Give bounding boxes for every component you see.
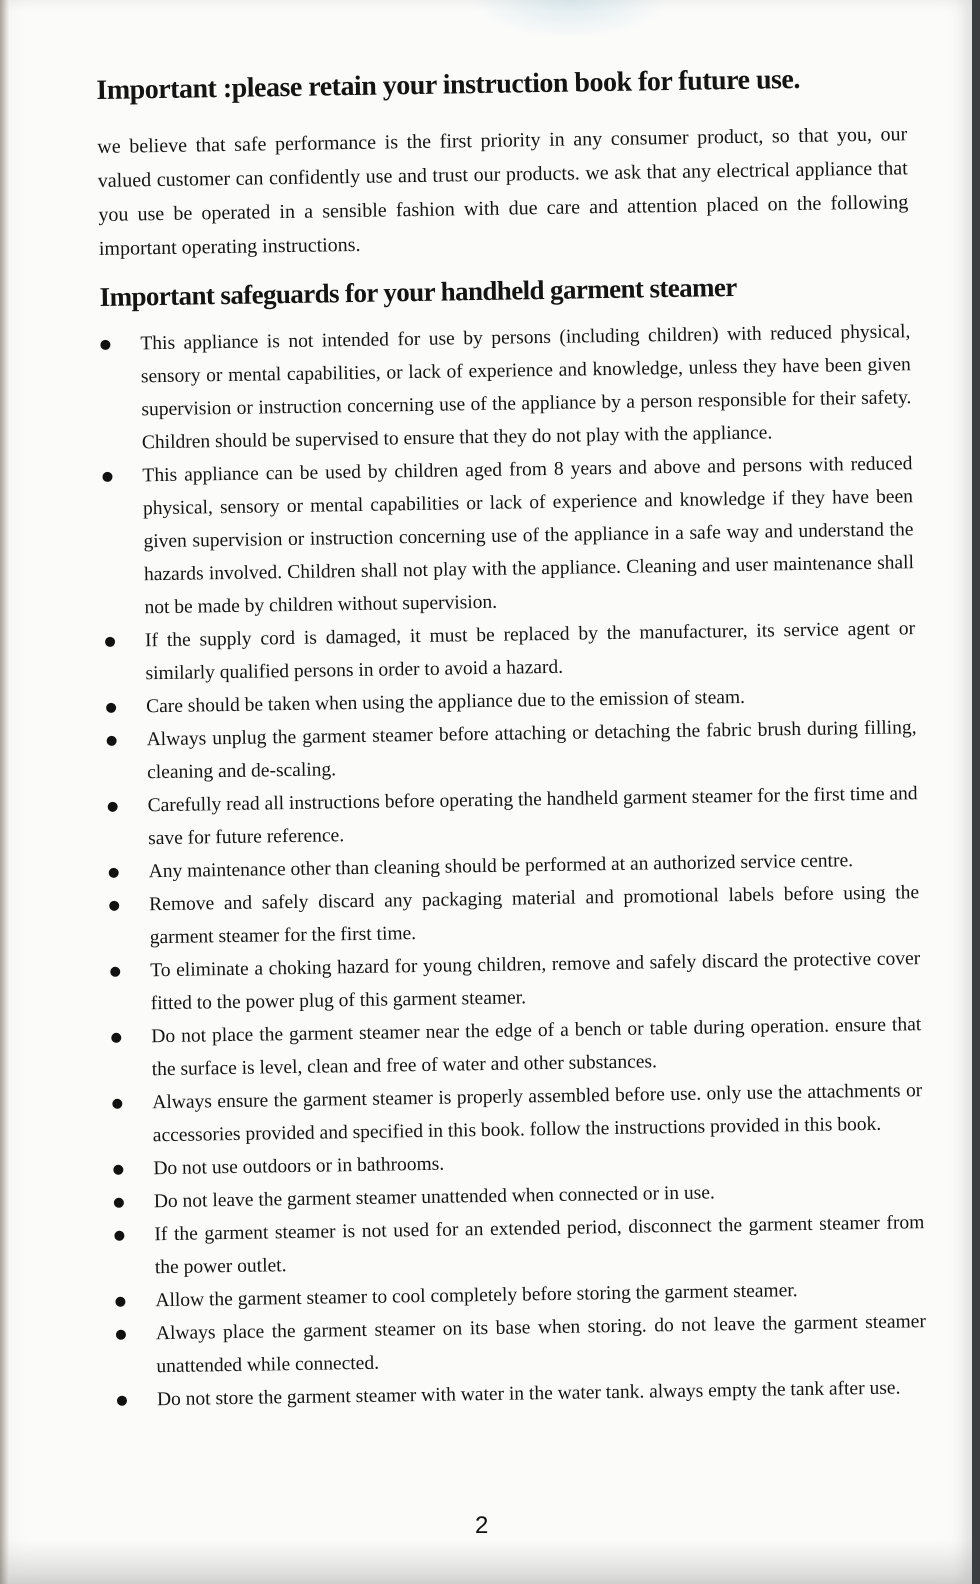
bullet-icon (111, 1033, 121, 1043)
list-item (100, 315, 912, 460)
bullet-icon (100, 340, 110, 350)
bullet-icon (105, 637, 115, 647)
bullet-icon (114, 1231, 124, 1241)
page-edge-shadow (0, 0, 9, 1584)
intro-paragraph: we believe that safe performance is the first priority in any consumer product, so that you, our valued customer can confidently use and trust our products. we ask that any electrical appliance that you use be operated in a sensible fashion with due care and attention placed on the following important operating instructions. (97, 123, 909, 260)
list-item-text: Do not place the garment steamer near the edge of a bench or table during operation. ensure that the surface is level, clean and free of water and other substances. (151, 1014, 922, 1081)
bullet-icon (110, 967, 120, 977)
page-number: 2 (475, 1512, 489, 1539)
list-item-text: Care should be taken when using the appliance due to the emission of steam. (145, 686, 746, 718)
bullet-icon (108, 802, 118, 812)
list-item-text: If the supply cord is damaged, it must be replaced by the manufacturer, its service agent or similarly qualified persons in order to avoid a hazard. (144, 618, 916, 685)
list-item-text: This appliance is not intended for use by persons (including children) with reduced physical, sensory or mental capabilities, or lack of experience and knowledge, unless they have been given supervision or instruction concerning use of the appliance by a person responsible for their safety. Children should be supervised to ensure that they do not play with the appliance. (140, 321, 912, 454)
list-item-text: Do not use outdoors or in bathrooms. (153, 1153, 445, 1180)
bullet-icon (109, 868, 119, 878)
bullet-icon (107, 736, 117, 746)
list-item-text: Any maintenance other than cleaning should be performed at an authorized service centre. (148, 850, 854, 883)
bullet-icon (117, 1396, 127, 1406)
list-item-text: Do not store the garment steamer with water in the water tank. always empty the tank after use. (156, 1377, 901, 1411)
list-item-text: Do not leave the garment steamer unattended when connected or in use. (153, 1182, 715, 1213)
bullet-icon (109, 901, 119, 911)
list-item-text: Always place the garment steamer on its base when storing. do not leave the garment steamer unattended while connected. (155, 1311, 927, 1378)
list-item-text: Allow the garment steamer to cool completely before storing the garment steamer. (155, 1280, 798, 1312)
list-item-text: To eliminate a choking hazard for young children, remove and safely discard the protective cover fitted to the power plug of this garment steamer. (150, 948, 921, 1015)
safeguards-list (100, 315, 927, 1417)
list-item-text: This appliance can be used by children aged from 8 years and above and persons with reduced physical, sensory or mental capabilities or lack of experience and knowledge if they have been given supervision or instruction concerning use of the appliance in a safe way and understand the hazards involved. Children shall not play with the appliance. Cleaning and user maintenance shall not be made by children without supervision. (142, 453, 915, 619)
bullet-icon (115, 1297, 125, 1307)
bullet-icon (102, 472, 112, 482)
page-fold-highlight (470, 0, 670, 38)
list-item-text: If the garment steamer is not used for an extended period, disconnect the garment steamer from the power outlet. (154, 1212, 925, 1279)
list-item-text: Remove and safely discard any packaging material and promotional labels before using the garment steamer for the first time. (149, 882, 920, 949)
list-item (102, 447, 914, 625)
page-bottom-shadow (0, 1540, 972, 1584)
list-item-text: Always unplug the garment steamer before attaching or detaching the fabric brush during filling, cleaning and de-scaling. (146, 717, 917, 784)
page-content (96, 51, 927, 1417)
bullet-icon (112, 1099, 122, 1109)
list-item-text: Carefully read all instructions before operating the handheld garment steamer for the first time and save for future reference. (147, 783, 918, 850)
bullet-icon (113, 1165, 123, 1175)
bullet-icon (106, 703, 116, 713)
bullet-icon (114, 1198, 124, 1208)
page-title: Important :please retain your instruction book for future use. (96, 63, 801, 106)
section-heading: Important safeguards for your handheld garment steamer (99, 271, 737, 312)
bullet-icon (116, 1330, 126, 1340)
list-item-text: Always ensure the garment steamer is properly assembled before use. only use the attachments or accessories provided and specified in this book. follow the instructions provided in this book. (152, 1080, 923, 1147)
